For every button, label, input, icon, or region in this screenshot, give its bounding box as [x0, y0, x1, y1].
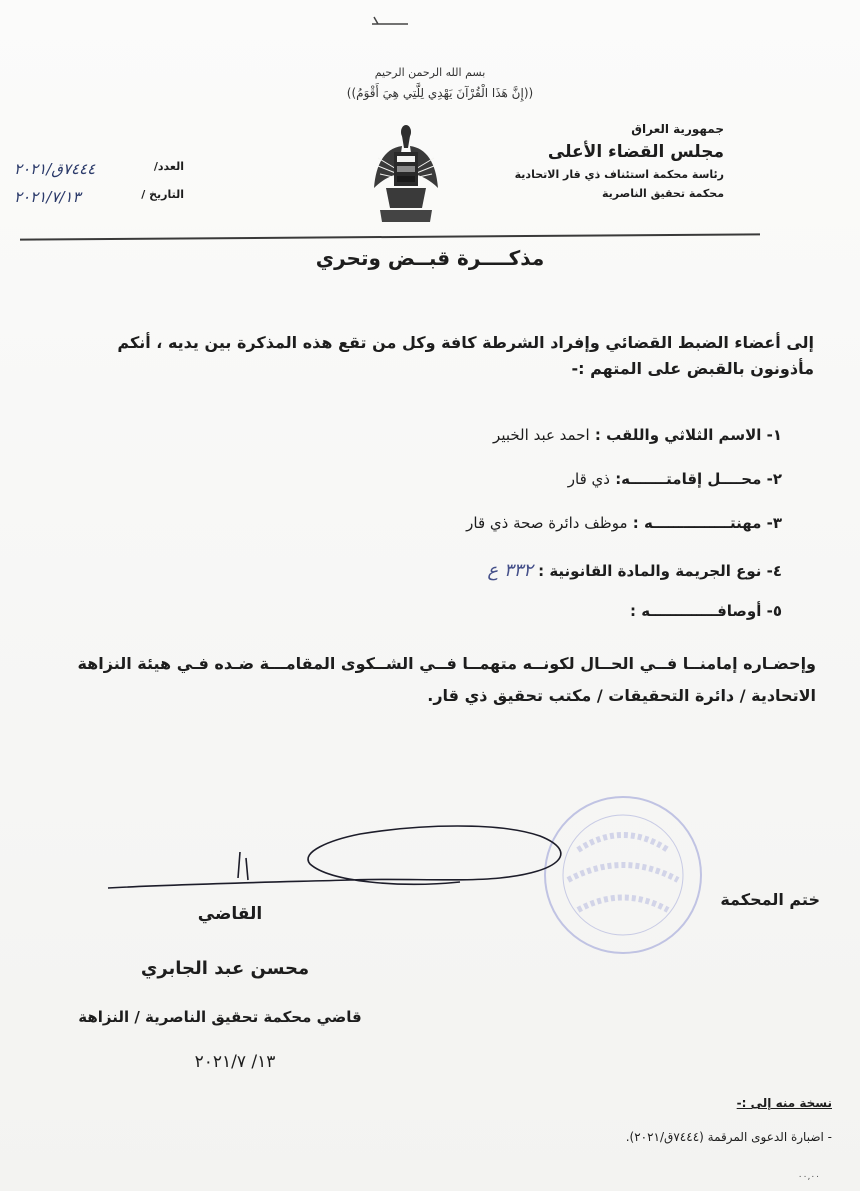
- item-label: ٤- نوع الجريمة والمادة القانونية :: [538, 562, 782, 580]
- top-mark: [370, 14, 410, 26]
- profession-item: [466, 514, 782, 532]
- institution-header: [464, 122, 724, 200]
- signature-date: ١٣/ ٢٠٢١/٧: [194, 1052, 276, 1072]
- intro-paragraph: إلى أعضاء الضبط القضائي وإفراد الشرطة كافة وكل من تقع هذه المذكرة بين يديه ، أنكم مأذونون بالقبض على المتهم :-: [117, 333, 814, 378]
- basmala: بسم الله الرحمن الرحيم: [374, 66, 486, 79]
- description-item: [630, 602, 782, 620]
- item-value: ذي قار: [567, 470, 610, 488]
- item-label: ١- الاسم الثلاثي واللقب :: [594, 426, 782, 444]
- council-name: مجلس القضاء الأعلى: [547, 142, 724, 162]
- presidency-name: رئاسة محكمة استئناف ذي قار الاتحادية: [514, 168, 724, 181]
- quran-verse: ((إِنَّ هَذَا الْقُرْآنَ يَهْدِي لِلَّتِي هِيَ أَقْوَمُ)): [346, 86, 534, 100]
- reference-date-label: التاريخ /: [141, 188, 184, 201]
- closing-paragraph: وإحضـاره إمامنــا فــي الحــال لكونــه متهمــا فــي الشــكوى المقامـــة ضـده فـي هيئة النزاهة الاتحادية / دائرة التحقيقات / مكتب تحقيق ذي قار.: [77, 654, 816, 705]
- accused-name-item: [493, 426, 782, 444]
- item-value: موظف دائرة صحة ذي قار: [466, 514, 628, 532]
- item-label: ٣- مهنتـــــــــــــــه :: [632, 514, 782, 532]
- copies-heading: نسخة منه إلى :-: [736, 1096, 832, 1110]
- court-seal-label: ختم المحكمة: [720, 890, 820, 909]
- eagle-emblem-icon: [372, 118, 440, 228]
- reference-number-value: ٧٤٤٤ق/٢٠٢١: [14, 160, 96, 178]
- court-name: محكمة تحقيق الناصرية: [601, 187, 724, 200]
- reference-number-label: العدد/: [153, 160, 184, 173]
- item-value: احمد عبد الخبير: [493, 426, 590, 444]
- reference-block: [14, 160, 184, 216]
- country-name: جمهورية العراق: [631, 122, 724, 136]
- judge-label: القاضي: [197, 904, 263, 924]
- reference-date-value: ٢٠٢١/٧/١٣: [14, 188, 81, 206]
- judge-title: قاضي محكمة تحقيق الناصرية / النزاهة: [78, 1008, 362, 1026]
- judge-name: محسن عبد الجابري: [140, 958, 310, 979]
- reference-date-row: [14, 188, 184, 216]
- item-value-handwritten: ٣٣٢ ع: [487, 560, 533, 581]
- reference-number-row: [14, 160, 184, 188]
- footer-number: ٠٠,٠٠: [797, 1172, 820, 1182]
- header-divider: [20, 233, 760, 240]
- item-label: ٢- محــــل إقامتـــــــه:: [615, 470, 782, 488]
- item-label: ٥- أوصافـــــــــــــه :: [630, 602, 782, 620]
- residence-item: [568, 470, 782, 488]
- document-title: مذكــــرة قبــض وتحري: [315, 246, 545, 270]
- crime-type-item: [487, 560, 782, 581]
- copy-item: - اضبارة الدعوى المرقمة (٧٤٤٤ق/٢٠٢١).: [625, 1130, 832, 1144]
